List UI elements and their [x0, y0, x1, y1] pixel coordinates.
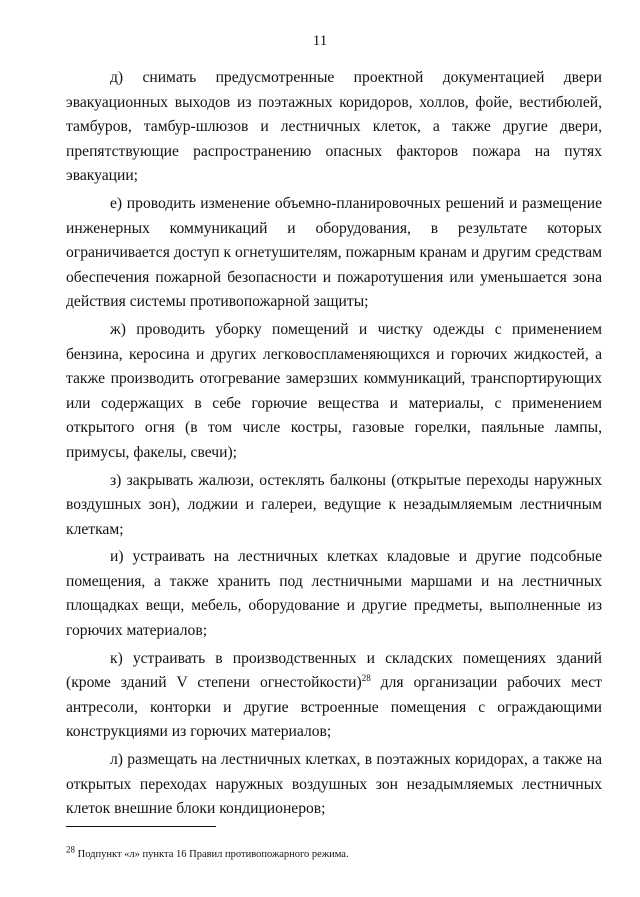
footnote: [66, 844, 602, 862]
footnote-mark: 28: [66, 844, 75, 855]
footnote-separator: [66, 826, 216, 827]
paragraph-d: д) снимать предусмотренные проектной документацией двери эвакуационных выходов из поэтажных коридоров, холлов, фойе, вестибюлей, тамбуров, тамбур-шлюзов и лестничных клеток, а также другие двери, препятствующие распространению опасных факторов пожара на путях эвакуации;: [66, 69, 602, 185]
paragraph-k-text-before: к) устраивать в производственных и складских помещениях зданий (кроме зданий V степени огнестойкости): [66, 649, 602, 692]
document-body: [66, 66, 602, 825]
footnote-reference: 28: [361, 673, 371, 684]
footnote-text: Подпункт «л» пункта 16 Правил противопожарного режима.: [75, 849, 349, 860]
paragraph-e: е) проводить изменение объемно-планировочных решений и размещение инженерных коммуникаций и оборудования, в результате которых ограничивается доступ к огнетушителям, пожарным кранам и другим средствам обеспечения пожарной безопасности и пожаротушения или уменьшается зона действия системы противопожарной защиты;: [66, 194, 602, 311]
paragraph-k: [66, 647, 602, 745]
paragraph-k-text-after: для организации рабочих мест антресоли, конторки и другие встроенные помещения с ограждающими конструкциями из горючих материалов;: [66, 674, 602, 741]
page-number: 11: [312, 33, 328, 49]
paragraph-z: з) закрывать жалюзи, остеклять балконы (открытые переходы наружных воздушных зон), лоджии и галереи, ведущие к незадымляемым лестничным клеткам;: [66, 471, 602, 538]
paragraph-zh: ж) проводить уборку помещений и чистку одежды с применением бензина, керосина и других легковоспламеняющихся и горючих жидкостей, а также производить отогревание замерзших коммуникаций, транспортирующих или содержащих в себе горючие вещества и материалы, с применением открытого огня (в том числе костры, газовые горелки, паяльные лампы, примусы, факелы, свечи);: [66, 320, 602, 461]
paragraph-i: и) устраивать на лестничных клетках кладовые и другие подсобные помещения, а также хранить под лестничными маршами и на лестничных площадках вещи, мебель, оборудование и другие предметы, выполненные из горючих материалов;: [66, 548, 602, 640]
paragraph-l: л) размещать на лестничных клетках, в поэтажных коридорах, а также на открытых переходах наружных воздушных зон незадымляемых лестничных клеток внешние блоки кондиционеров;: [66, 751, 602, 818]
